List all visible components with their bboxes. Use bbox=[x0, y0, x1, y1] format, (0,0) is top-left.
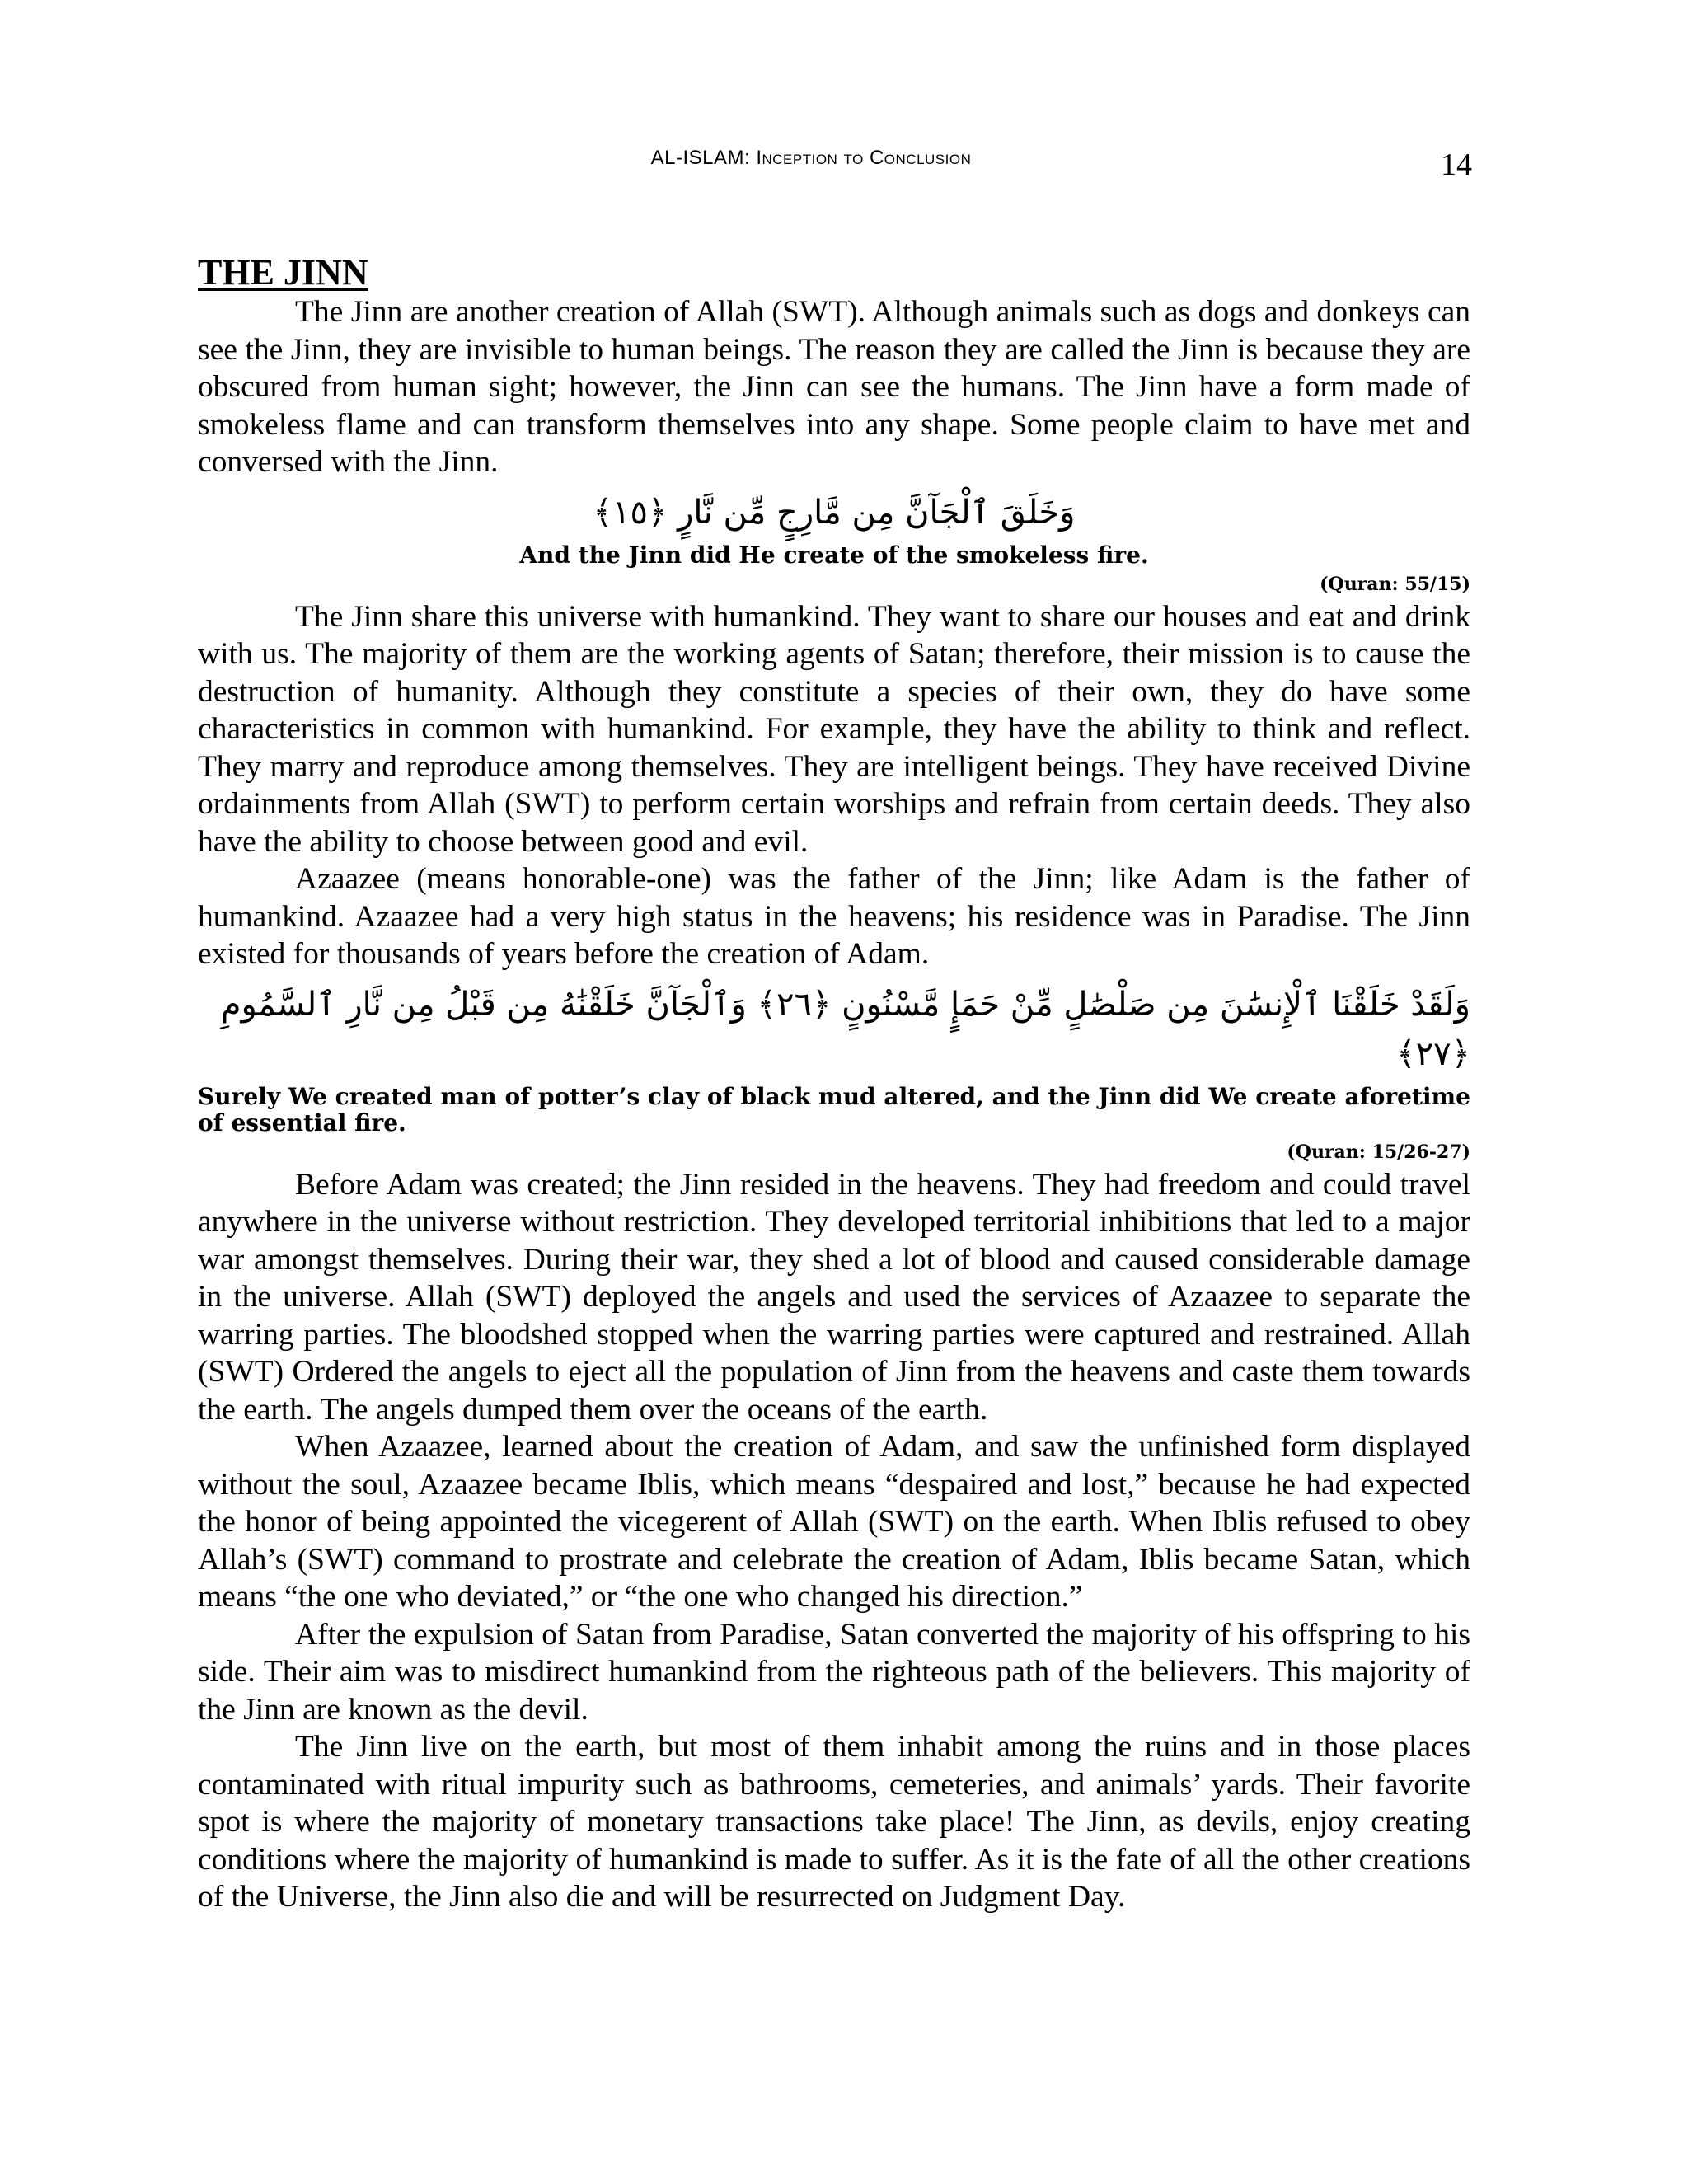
body-paragraph: Before Adam was created; the Jinn resided in the heavens. They had freedom and could travel anywhere in the universe without restriction. They developed territorial inhibitions that led to a major war amongst themselves. During their war, they shed a lot of blood and caused considerable damage in the universe. Allah (SWT) deployed the angels and used the services of Azaazee to separate the warring parties. The bloodshed stopped when the warring parties were captured and restrained. Allah (SWT) Ordered the angels to eject all the population of Jinn from the heavens and caste them towards the earth. The angels dumped them over the oceans of the earth. bbox=[198, 1167, 1470, 1427]
section-heading: THE JINN bbox=[198, 252, 368, 293]
arabic-verse: وَخَلَقَ ٱلْجَآنَّ مِن مَّارِجٍ مِّن نَّارٍ ﴿١٥﴾ bbox=[593, 493, 1076, 532]
verse-citation: (Quran: 15/26-27) bbox=[1287, 1141, 1470, 1163]
body-paragraph: When Azaazee, learned about the creation of Adam, and saw the unfinished form displayed without the soul, Azaazee became Iblis, which means “despaired and lost,” because he had expected the honor of being appointed the vicegerent of Allah (SWT) on the earth. When Iblis refused to obey Allah’s (SWT) command to prostrate and celebrate the creation of Adam, Iblis became Satan, which means “the one who deviated,” or “the one who changed his direction.” bbox=[198, 1430, 1470, 1614]
running-title: AL-ISLAM: Inception to Conclusion bbox=[650, 147, 972, 169]
body-paragraph: The Jinn share this universe with humankind. They want to share our houses and eat and drink with us. The majority of them are the working agents of Satan; therefore, their mission is to cause the destruction of humanity. Although they constitute a species of their own, they do have some characteristics in common with humankind. For example, they have the ability to think and reflect. They marry and reproduce among themselves. They are intelligent beings. They have received Divine ordainments from Allah (SWT) to perform certain worships and refrain from certain deeds. They also have the ability to choose between good and evil. bbox=[198, 599, 1470, 859]
page-number: 14 bbox=[1441, 148, 1472, 182]
verse-citation: (Quran: 55/15) bbox=[1320, 573, 1470, 595]
page-body bbox=[198, 252, 1470, 1916]
body-paragraph: After the expulsion of Satan from Paradise, Satan converted the majority of his offspring to his side. Their aim was to misdirect humankind from the righteous path of the believers. This majority of the Jinn are known as the devil. bbox=[198, 1617, 1470, 1727]
running-header bbox=[0, 147, 1622, 170]
body-paragraph: The Jinn are another creation of Allah (SWT). Although animals such as dogs and donkeys can see the Jinn, they are invisible to human beings. The reason they are called the Jinn is because they are obscured from human sight; however, the Jinn can see the humans. The Jinn have a form made of smokeless flame and can transform themselves into any shape. Some people claim to have met and conversed with the Jinn. bbox=[198, 295, 1470, 479]
verse-translation: And the Jinn did He create of the smokeless fire. bbox=[519, 541, 1149, 569]
body-paragraph: Azaazee (means honorable-one) was the father of the Jinn; like Adam is the father of humankind. Azaazee had a very high status in the heavens; his residence was in Paradise. The Jinn existed for thousands of years before the creation of Adam. bbox=[198, 862, 1470, 971]
body-paragraph: The Jinn live on the earth, but most of them inhabit among the ruins and in those places contaminated with ritual impurity such as bathrooms, cemeteries, and animals’ yards. Their favorite spot is where the majority of monetary transactions take place! The Jinn, as devils, enjoy creating conditions where the majority of humankind is made to suffer. As it is the fate of all the other creations of the Universe, the Jinn also die and will be resurrected on Judgment Day. bbox=[198, 1730, 1470, 1914]
verse-translation: Surely We created man of potter’s clay of black mud altered, and the Jinn did We create aforetime of essential fire. bbox=[198, 1082, 1470, 1137]
arabic-verse: وَلَقَدْ خَلَقْنَا ٱلْإِنسَٰنَ مِن صَلْصَٰلٍ مِّنْ حَمَإٍ مَّسْنُونٍ ﴿٢٦﴾ وَٱلْجَآنَّ خَلَقْنَٰهُ مِن قَبْلُ مِن نَّارِ ٱلسَّمُومِ ﴿٢٧﴾ bbox=[220, 985, 1470, 1073]
